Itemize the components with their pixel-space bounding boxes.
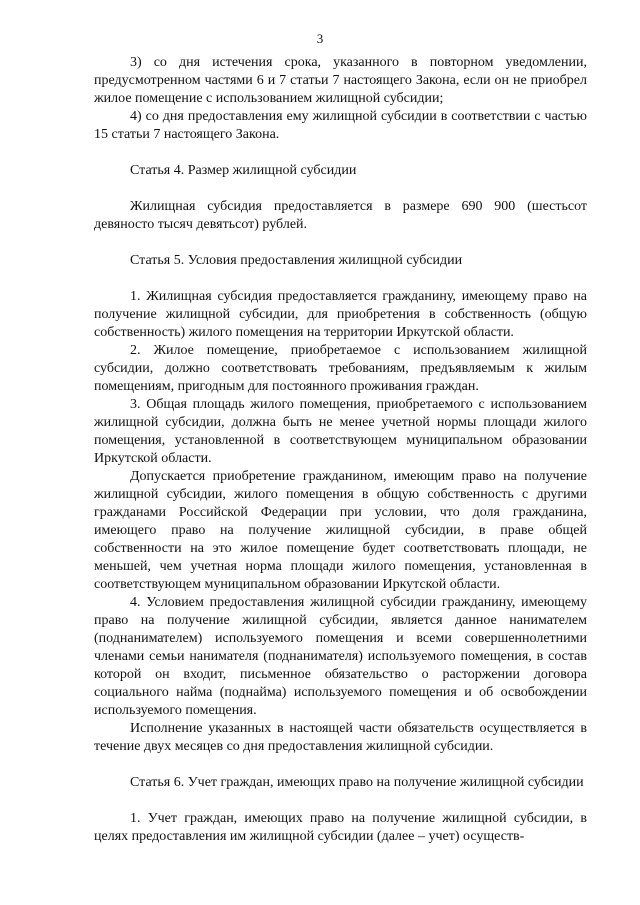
article-5-part-3-continued: Допускается приобретение гражданином, имеющим право на получение жилищной субсидии, жилого помещения в общую собственность с другими гражданами Российской Федерации при условии, что доля гражданина, имеющего право на получение жилищной субсидии, в праве общей собственности на это жилое помещение будет соответствовать площади, не меньшей, чем учетная норма площади жилого помещения, установленная в соответствующем муниципальном образовании Иркутской области. — [94, 469, 587, 592]
article-5-part-3: 3. Общая площадь жилого помещения, приобретаемого с использованием жилищной субсидии, должна быть не менее учетной нормы площади жилого помещения, установленной в соответствующем муниципальном образовании Иркутской области. — [94, 397, 587, 466]
article-5-heading: Статья 5. Условия предоставления жилищной субсидии — [130, 253, 463, 268]
article-5-part-1: 1. Жилищная субсидия предоставляется гражданину, имеющему право на получение жилищной субсидии, для приобретения в собственность (общую собственность) жилого помещения на территории Иркутской области. — [94, 289, 587, 340]
article-4-heading: Статья 4. Размер жилищной субсидии — [130, 163, 357, 178]
article-5-part-2: 2. Жилое помещение, приобретаемое с использованием жилищной субсидии, должно соответствовать требованиям, предъявляемым к жилым помещениям, пригодным для постоянного проживания граждан. — [94, 343, 587, 394]
article-5-part-4: 4. Условием предоставления жилищной субсидии гражданину, имеющему право на получение жилищной субсидии, является данное нанимателем (поднанимателем) используемого помещения и всеми совершеннолетними членами семьи нанимателя (поднанимателя) используемого помещения, в состав которой он входит, письменное обязательство о расторжении договора социального найма (поднайма) используемого помещения и об освобождении используемого помещения. — [94, 595, 587, 718]
paragraph-item-4: 4) со дня предоставления ему жилищной субсидии в соответствии с частью 15 статьи 7 настоящего Закона. — [94, 109, 587, 142]
paragraph-item-3: 3) со дня истечения срока, указанного в повторном уведомлении, предусмотренном частями 6 и 7 статьи 7 настоящего Закона, если он не приобрел жилое помещение с использованием жилищной субсидии; — [94, 55, 587, 106]
page-number: 3 — [316, 31, 324, 46]
document-body — [94, 54, 587, 846]
article-6-part-1: 1. Учет граждан, имеющих право на получение жилищной субсидии, в целях предоставления им жилищной субсидии (далее – учет) осуществ- — [94, 811, 587, 844]
article-6-heading: Статья 6. Учет граждан, имеющих право на получение жилищной субсидии — [130, 775, 584, 790]
article-4-text: Жилищная субсидия предоставляется в размере 690 900 (шестьсот девяносто тысяч девятьсот) рублей. — [94, 199, 587, 232]
article-5-part-4-continued: Исполнение указанных в настоящей части обязательств осуществляется в течение двух месяцев со дня предоставления жилищной субсидии. — [94, 721, 587, 754]
